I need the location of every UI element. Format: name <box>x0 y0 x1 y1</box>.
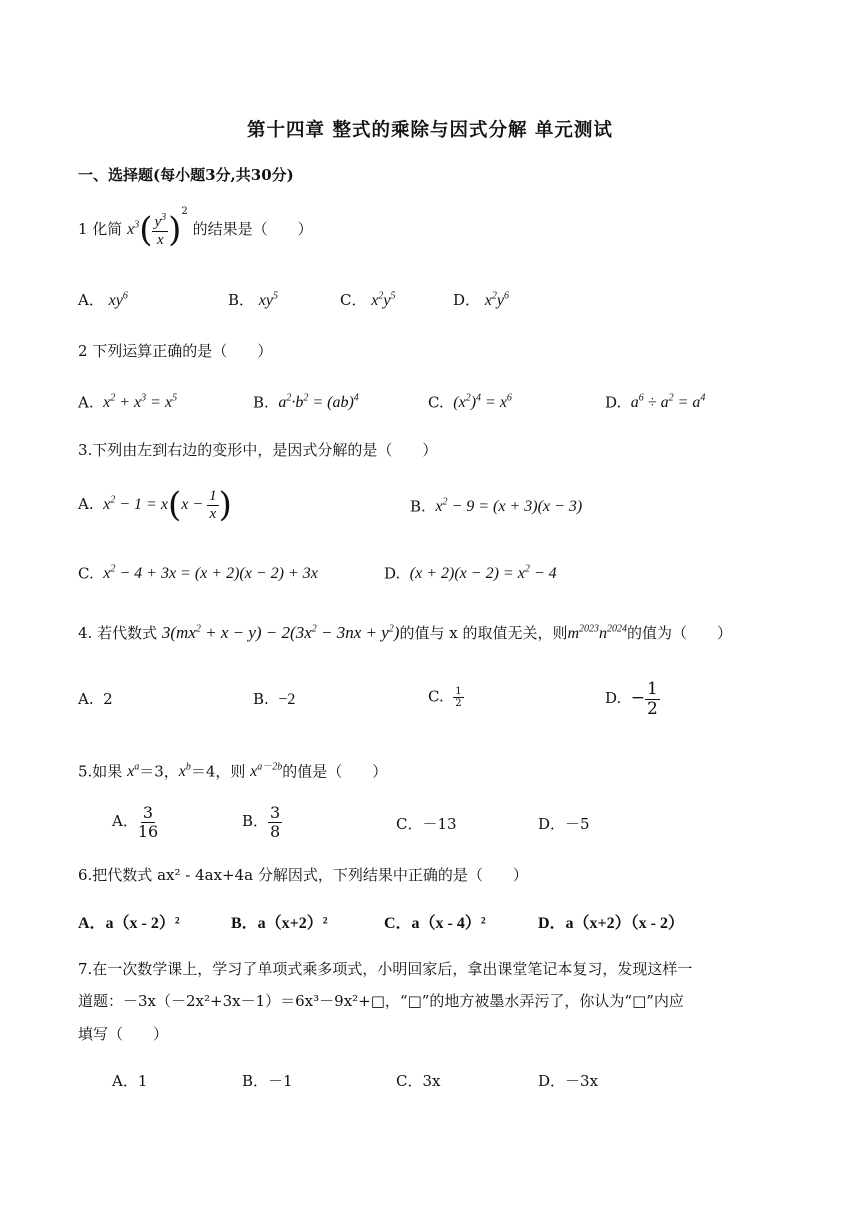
q5-option-a[interactable]: A． $\frac{3}{16}$ <box>112 803 159 841</box>
question-7-line-2: 道题：－3x（－2x²+3x－1）＝6x³－9x²+□，“□”的地方被墨水弄污了，你认为“□”内应 <box>78 992 684 1010</box>
q1-option-c[interactable]: C． $x^2y^5$ <box>340 290 396 309</box>
q3-option-b[interactable]: B. $x^2 - 9 = (x + 3)(x - 3)$ <box>410 497 583 516</box>
q7-option-a[interactable]: A．1 <box>112 1072 148 1090</box>
q2-option-a[interactable]: A. $x^2 + x^3 = x^5$ <box>78 393 178 412</box>
page-title: 第十四章 整式的乘除与因式分解 单元测试 <box>247 120 613 141</box>
q5-option-c[interactable]: C．－13 <box>396 815 457 833</box>
q5-option-b[interactable]: B． $\frac{3}{8}$ <box>242 803 281 841</box>
question-4: 4. 若代数式 $3(mx^2 + x - y) - 2(3x^2 - 3nx + y^2)$的值与 x 的取值无关，则$m^{2023}n^{2024}$的值为（ ） <box>78 623 733 642</box>
q6-option-a[interactable]: A．a（x - 2）² <box>78 915 180 932</box>
question-1: 1 化简 $x^3$( $\frac{y^3}{x}$ )$^2$ 的结果是（ ） <box>78 206 313 250</box>
q2-option-d[interactable]: D. $a^6 \div a^2 = a^4$ <box>605 393 706 412</box>
q6-option-b[interactable]: B．a（x+2）² <box>231 915 328 932</box>
q1-option-b[interactable]: B． $xy^5$ <box>228 290 278 309</box>
q5-option-d[interactable]: D．－5 <box>538 815 590 833</box>
q7-option-d[interactable]: D．－3x <box>538 1072 599 1090</box>
q7-option-c[interactable]: C．3x <box>396 1072 441 1090</box>
question-7-line-3: 填写（ ） <box>78 1025 169 1043</box>
q6-option-d[interactable]: D．a（x+2）（x - 2） <box>538 915 685 932</box>
question-7-line-1: 7.在一次数学课上，学习了单项式乘多项式，小明回家后，拿出课堂笔记本复习，发现这样一 <box>78 960 693 978</box>
section-heading: 一、选择题(每小题3分,共30分) <box>78 166 294 184</box>
q3-option-d[interactable]: D. $(x + 2)(x - 2) = x^2 - 4$ <box>384 564 557 583</box>
q4-option-a[interactable]: A. 2 <box>78 690 113 708</box>
q2-option-c[interactable]: C. $(x^2)^4 = x^6$ <box>428 393 512 412</box>
q4-option-b[interactable]: B. −2 <box>253 690 296 708</box>
q6-option-c[interactable]: C．a（x - 4）² <box>384 915 486 932</box>
question-3: 3.下列由左到右边的变形中，是因式分解的是（ ） <box>78 441 438 459</box>
question-6: 6.把代数式 ax² - 4ax+4a 分解因式，下列结果中正确的是（ ） <box>78 866 528 884</box>
q3-option-c[interactable]: C. $x^2 - 4 + 3x = (x + 2)(x - 2) + 3x$ <box>78 564 318 583</box>
q1-option-a[interactable]: A． $xy^6$ <box>78 290 128 309</box>
q3-option-a[interactable]: A. $x^2 - 1 = x(x$ − $\frac{1}{x}$ ) <box>78 485 232 525</box>
question-2: 2 下列运算正确的是（ ） <box>78 342 273 360</box>
q1-option-d[interactable]: D． $x^2y^6$ <box>453 290 510 309</box>
q4-option-d[interactable]: D. − $\frac{1}{2}$ <box>605 679 658 719</box>
q7-option-b[interactable]: B．－1 <box>242 1072 293 1090</box>
q4-option-c[interactable]: C. $\frac{1}{2}$ <box>428 686 462 709</box>
question-5: 5.如果 $x^a=3$，$x^b=4$，则 $x^{a-2b}$的值是（ ） <box>78 762 388 781</box>
q2-option-b[interactable]: B. $a^2\cdot b^2 = (ab)^4$ <box>253 393 359 412</box>
